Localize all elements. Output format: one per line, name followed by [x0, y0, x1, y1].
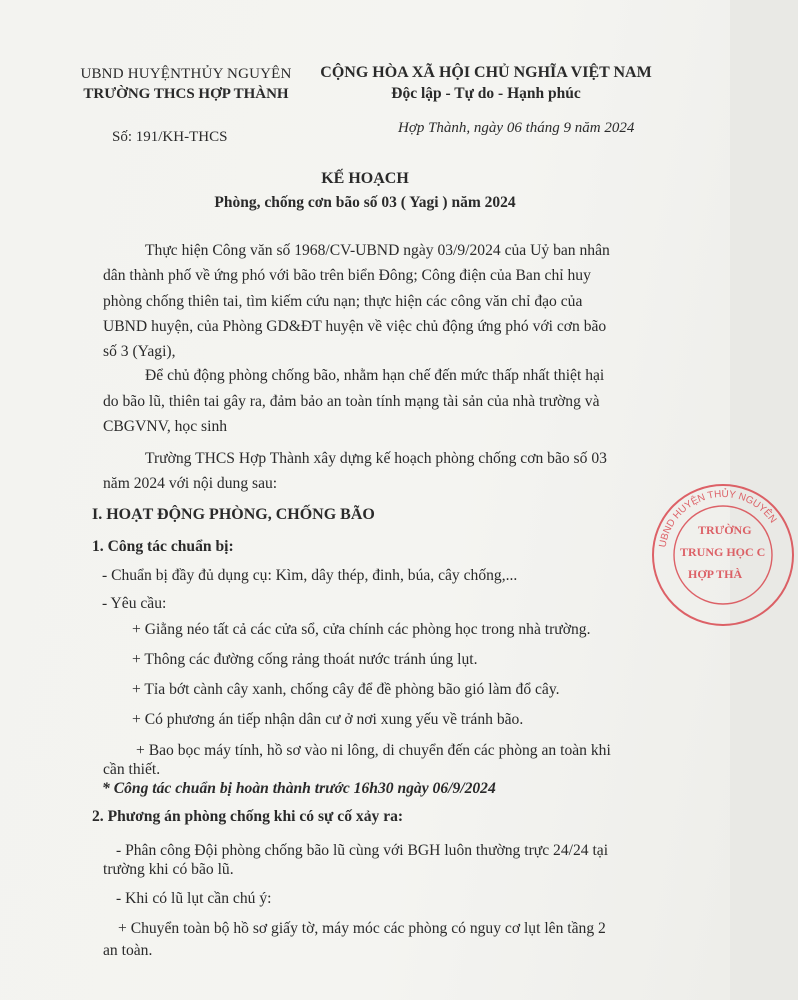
seal-ring-text: UBND HUYỆN THỦY NGUYÊN — [657, 488, 779, 549]
document-number: Số: 191/KH-THCS — [112, 129, 228, 145]
text-line: CBGVNV, học sinh — [103, 418, 228, 435]
subsection-heading-preparation: 1. Công tác chuẩn bị: — [92, 538, 234, 555]
plan-item: - Khi có lũ lụt cần chú ý: — [116, 890, 272, 907]
requirement-item: + Giằng néo tất cả các cửa sổ, cửa chính các phòng học trong nhà trường. — [132, 621, 591, 638]
section-heading: I. HOẠT ĐỘNG PHÒNG, CHỐNG BÃO — [92, 506, 375, 523]
text-line: Để chủ động phòng chống bão, nhằm hạn chế đến mức thấp nhất thiệt hại — [145, 367, 605, 384]
requirement-item: + Tỉa bớt cành cây xanh, chống cây để đề phòng bão gió làm đổ cây. — [132, 681, 560, 698]
text-line: phòng chống thiên tai, tìm kiếm cứu nạn; thực hiện các công văn chỉ đạo của — [103, 293, 583, 310]
prep-tools-line: - Chuẩn bị đầy đủ dụng cụ: Kìm, dây thép, đinh, búa, cây chống,... — [102, 567, 518, 584]
issuer-school: TRƯỜNG THCS HỢP THÀNH — [83, 86, 289, 102]
plan-item-continued: trường khi có bão lũ. — [103, 861, 234, 878]
plan-item: - Phân công Đội phòng chống bão lũ cùng với BGH luôn thường trực 24/24 tại — [116, 842, 609, 859]
requirements-label: - Yêu cầu: — [102, 595, 167, 612]
text-line: UBND huyện, của Phòng GD&ĐT huyện về việc chủ động ứng phó với cơn bão — [103, 318, 607, 335]
text-line: số 3 (Yagi), — [103, 343, 176, 360]
issuer-org: UBND HUYỆNTHỦY NGUYÊN — [80, 66, 292, 82]
school-seal-stamp — [648, 480, 798, 630]
text-line: dân thành phố về ứng phó với bão trên biển Đông; Công điện của Ban chỉ huy — [103, 267, 591, 284]
requirement-item-continued: cần thiết. — [103, 761, 161, 778]
issuer-block — [66, 64, 306, 104]
requirement-item: + Bao bọc máy tính, hồ sơ vào ni lông, di chuyển đến các phòng an toàn khi — [136, 742, 611, 759]
deadline-note: * Công tác chuẩn bị hoàn thành trước 16h30 ngày 06/9/2024 — [102, 780, 496, 797]
text-line: do bão lũ, thiên tai gây ra, đảm bảo an toàn tính mạng tài sản của nhà trường và — [103, 393, 600, 410]
seal-line-3: HỢP THÀ — [688, 567, 743, 581]
seal-line-1: TRƯỜNG — [698, 523, 752, 537]
national-motto: Độc lập - Tự do - Hạnh phúc — [391, 85, 581, 102]
nation-name: CỘNG HÒA XÃ HỘI CHỦ NGHĨA VIỆT NAM — [320, 64, 652, 81]
document-subtitle: Phòng, chống cơn bão số 03 ( Yagi ) năm 2024 — [214, 194, 516, 211]
document-title: KẾ HOẠCH — [321, 170, 409, 187]
seal-line-2: TRUNG HỌC C — [680, 545, 766, 559]
subsection-heading-response: 2. Phương án phòng chống khi có sự cố xảy ra: — [92, 808, 404, 825]
text-line: Thực hiện Công văn số 1968/CV-UBND ngày 03/9/2024 của Uỷ ban nhân — [145, 242, 610, 259]
document-date: Hợp Thành, ngày 06 tháng 9 năm 2024 — [398, 120, 635, 136]
requirement-item: + Thông các đường cống rảng thoát nước tránh úng lụt. — [132, 651, 478, 668]
text-line: năm 2024 với nội dung sau: — [103, 475, 278, 492]
plan-item-continued: an toàn. — [103, 942, 153, 959]
text-line: Trường THCS Hợp Thành xây dựng kế hoạch phòng chống cơn bão số 03 — [145, 450, 607, 467]
requirement-item: + Có phương án tiếp nhận dân cư ở nơi xung yếu về tránh bão. — [132, 711, 524, 728]
plan-item: + Chuyển toàn bộ hồ sơ giấy tờ, máy móc các phòng có nguy cơ lụt lên tầng 2 — [118, 920, 606, 937]
national-header — [296, 62, 676, 104]
